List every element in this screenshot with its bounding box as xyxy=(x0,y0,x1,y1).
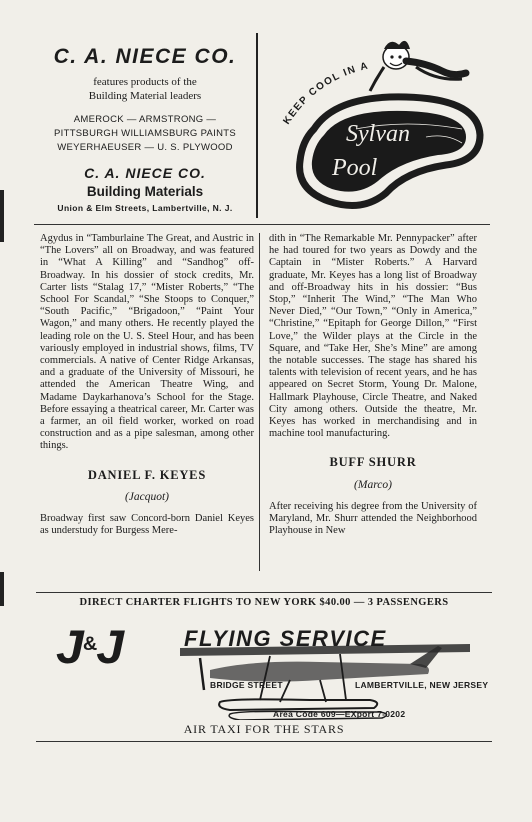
sylvan-pool-ad xyxy=(266,33,496,218)
building-materials: Building Materials xyxy=(86,184,204,199)
ad-street: BRIDGE STREET xyxy=(210,680,283,690)
keyes-bio-start: Broadway first saw Concord-born Daniel Keyes as understudy for Burgess Mere- xyxy=(40,513,254,537)
tagline: features products of the Building Material leaders xyxy=(88,76,202,102)
mid-rule xyxy=(36,592,492,593)
binding-mark xyxy=(0,572,4,606)
keyes-paragraph: dith in “The Remarkable Mr. Pennypacker” after he had toured for two years as Dowdy and the Captain in “Mister Roberts.” A Harvard graduate, Mr. Keyes has a long list of Broadway and off-Broadway hits in his dossier: “Bus Stop,” “Inherit The Wind,” “The Man Who Never Died,” “Our Town,” “Only in America,” “Christine,” “Epitaph for George Dillon,” “First Love,” the Wilder plays at the Circle in the Square, and “Take Her, She’s Mine” are among the notable successes. The stage has shared his talents with television of recent years, and he has appeared on Secret Storm, Young Dr. Malone, Hallmark Playhouse, Circle Theatre, and Naked City among others. Outside the theatre, Mr. Keyes has worked in merchandising and in machine tool manufacturing. xyxy=(269,233,477,440)
company-name-repeat: C. A. NIECE CO. xyxy=(84,165,206,181)
ad-divider xyxy=(256,33,258,218)
brand-list: AMEROCK — ARMSTRONG — PITTSBURGH WILLIAMSBURG PAINTS WEYERHAEUSER — U. S. PLYWOOD xyxy=(54,114,236,153)
flying-service-title: FLYING SERVICE xyxy=(184,626,387,651)
article-left-column xyxy=(40,233,254,537)
actor-name-keyes: DANIEL F. KEYES xyxy=(87,467,207,482)
ad-town: LAMBERTVILLE, NEW JERSEY xyxy=(355,680,489,690)
company-address: Union & Elm Streets, Lambertville, N. J. xyxy=(57,203,233,213)
niece-ad-text xyxy=(34,33,256,213)
carter-paragraph: Agydus in “Tamburlaine The Great, and Austric in “The Lovers” all on Broadway, and was featured in “What A Killing” and “Sandhog” off-Broadway. In his dossier of stock credits, Mr. Carter lists “Stalag 17,” “Mister Roberts,” “The School For Scandal,” “She Stoops to Conquer,” “South Pacific,” “Brigadoon,” “Paint Your Wagon,” and many others. He recently played the leading role on the U. S. Steel Hour, and has been variously employed in industrial shows, films, TV commercials. A native of Center Ridge Arkansas, and a graduate of the University of Missouri, he attended the American Theatre Wing, and Madame Daykarhanova’s School for the Stage. Before essaying a theatrical career, Mr. Carter was a farmer, an oil field worker, worked on road construction and as a pipe salesman, among other things. xyxy=(40,233,254,452)
shurr-bio-start: After receiving his degree from the University of Maryland, Mr. Shurr attended the Neighborhood Playhouse in New xyxy=(269,500,477,537)
pool-shape xyxy=(300,97,480,206)
binding-mark xyxy=(0,190,4,242)
swimmer-icon xyxy=(370,41,466,91)
pool-illustration xyxy=(266,33,496,218)
ad-phone: Area Code 609—EXport 7-0202 xyxy=(273,709,406,719)
charter-headline: DIRECT CHARTER FLIGHTS TO NEW YORK $40.00 — 3 PASSENGERS xyxy=(79,597,449,608)
niece-advertisement xyxy=(34,33,490,221)
pool-name-pool: Pool xyxy=(332,155,378,181)
top-rule xyxy=(34,224,490,225)
company-name: C. A. NIECE CO. xyxy=(53,45,237,68)
pool-name-sylvan: Sylvan xyxy=(346,121,410,147)
air-taxi-slogan: AIR TAXI FOR THE STARS xyxy=(183,722,345,736)
article-right-column xyxy=(269,233,477,537)
column-divider xyxy=(259,233,260,571)
jj-logo: J&J xyxy=(56,620,124,674)
actor-role-keyes: (Jacquot) xyxy=(124,490,170,503)
actor-name-shurr: BUFF SHURR xyxy=(329,455,417,470)
actor-role-shurr: (Marco) xyxy=(354,478,392,491)
pool-slogan: KEEP COOL IN A xyxy=(281,60,370,127)
bottom-rule xyxy=(36,741,492,742)
